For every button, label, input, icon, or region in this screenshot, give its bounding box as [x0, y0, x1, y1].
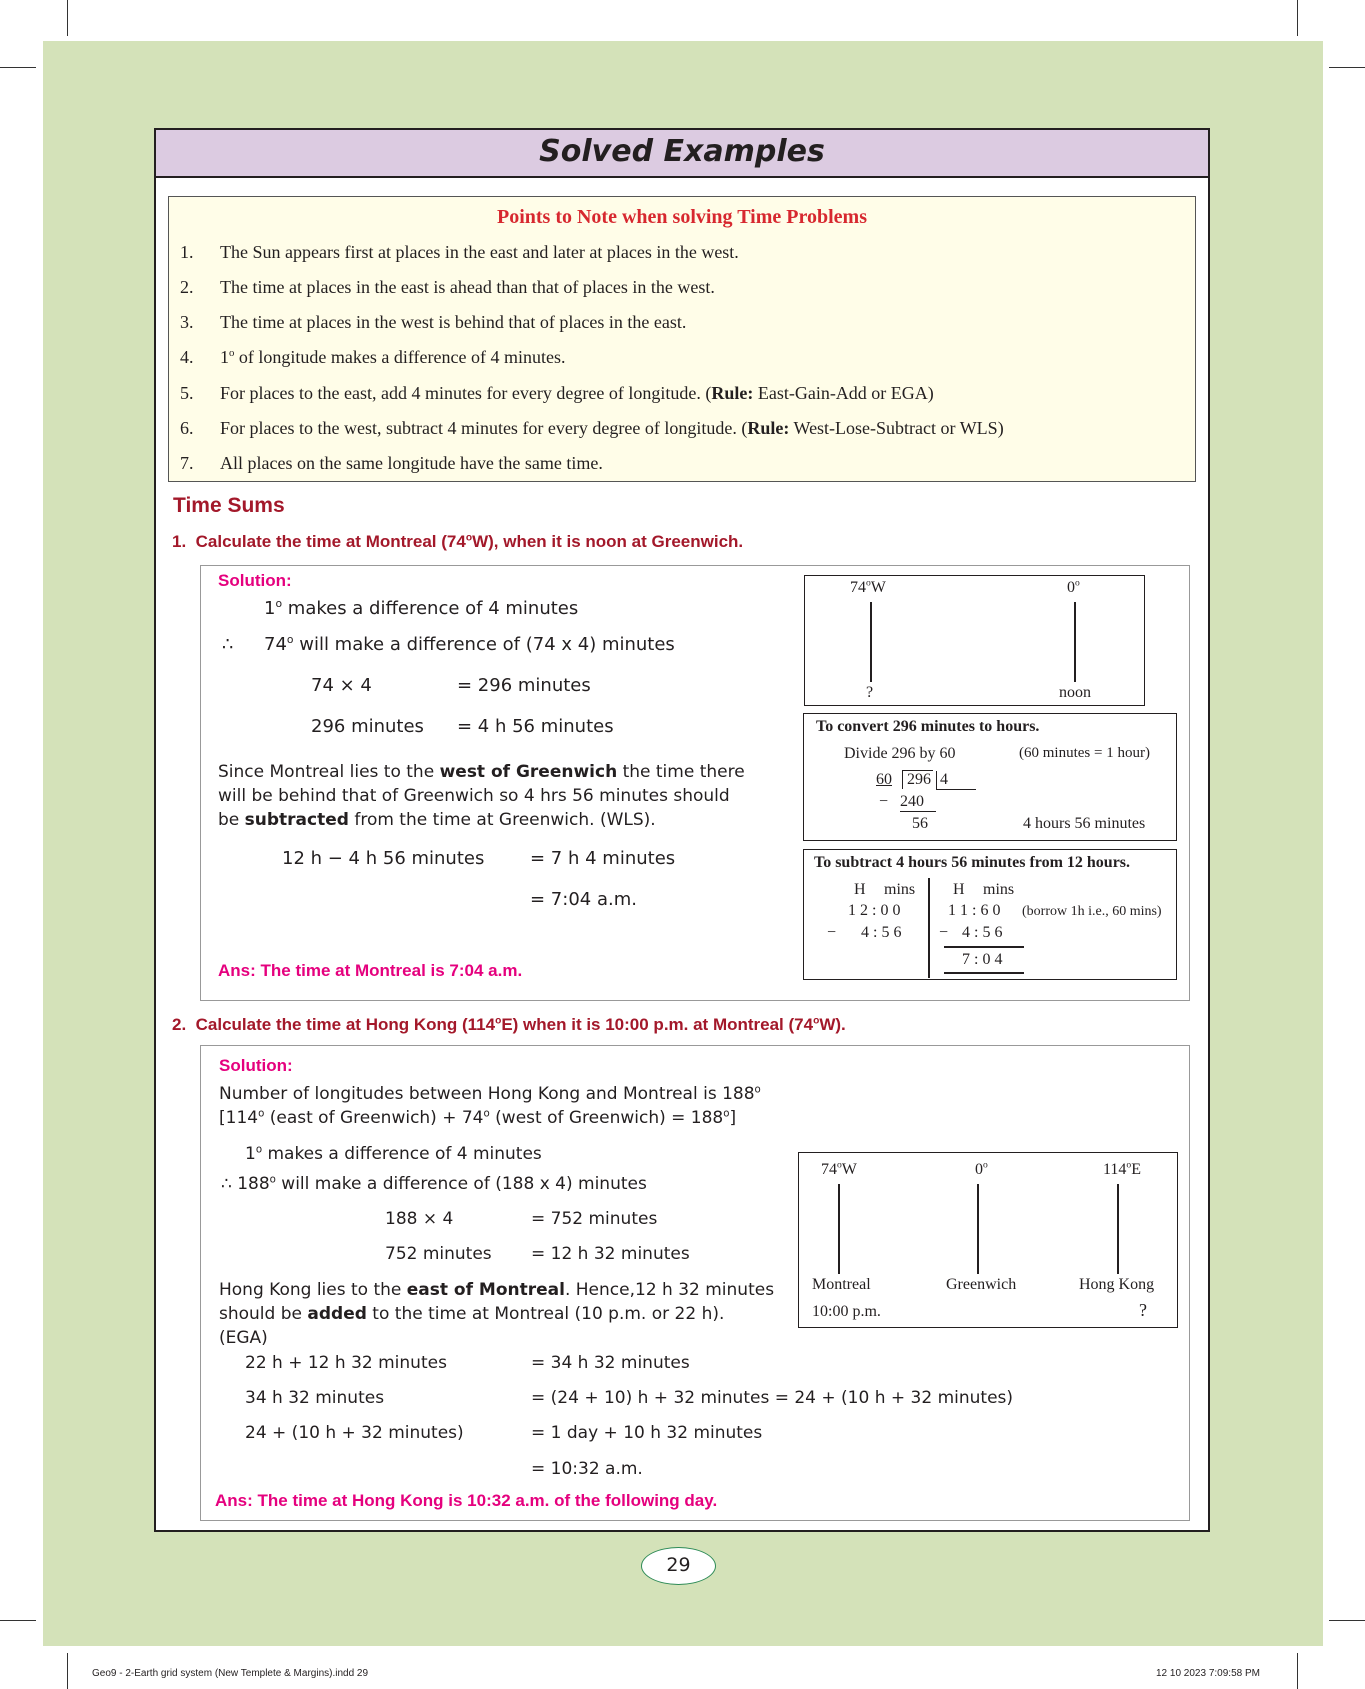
subtract-row: 1 1 : 6 0 — [948, 902, 1001, 919]
rule-line — [944, 972, 1024, 974]
convert-result: 4 hours 56 minutes — [1023, 815, 1146, 832]
convert-title: To convert 296 minutes to hours. — [816, 718, 1040, 735]
subtract-row: 4 : 5 6 — [861, 924, 902, 941]
crop-mark — [1329, 67, 1365, 68]
q1-line-1: 1$^o$ makes a difference of 4 minutes — [264, 597, 579, 619]
divider-line — [928, 878, 930, 978]
note-item: 1. The Sun appears first at places in the east and later at places in the west. — [180, 242, 739, 262]
convert-line: Divide 296 by 60 — [844, 745, 956, 762]
section-heading: Time Sums — [173, 494, 285, 517]
q1-calc-right: = 7 h 4 minutes — [530, 848, 676, 869]
q2-calc-right: = 1 day + 10 h 32 minutes — [531, 1423, 763, 1443]
q2-answer: Ans: The time at Hong Kong is 10:32 a.m. of the following day. — [215, 1491, 718, 1510]
footer-timestamp: 12 10 2023 7:09:58 PM — [1156, 1668, 1260, 1679]
note-item: 6. For places to the west, subtract 4 minutes for every degree of longitude. (Rule: West-Lose-Subtract or WLS) — [180, 418, 1004, 438]
q2-calc-right: = 34 h 32 minutes — [531, 1353, 690, 1373]
subtract-title: To subtract 4 hours 56 minutes from 12 hours. — [814, 854, 1131, 871]
minus-sign: − — [827, 924, 837, 941]
question-1: 1. Calculate the time at Montreal (74$^o$W), when it is noon at Greenwich. — [172, 532, 744, 551]
longitude-label: 114$^o$E — [1103, 1159, 1141, 1178]
q2-calc-right: = (24 + 10) h + 32 minutes = 24 + (10 h + 32 minutes) — [531, 1388, 1014, 1408]
meridian-line — [1117, 1184, 1119, 1274]
longitude-label: 0$^o$ — [1067, 577, 1080, 596]
crop-mark — [1297, 0, 1298, 36]
note-item: 4. 1$^o$ of longitude makes a difference of 4 minutes. — [180, 347, 566, 367]
quotient: 4 — [936, 771, 976, 790]
minus-sign: − — [939, 924, 949, 941]
hours-header: H — [953, 881, 965, 898]
place-label: Montreal — [812, 1276, 871, 1293]
borrow-note: (borrow 1h i.e., 60 mins) — [1022, 904, 1162, 919]
meridian-line — [1074, 602, 1076, 682]
q1-calc-right: = 7:04 a.m. — [530, 889, 637, 910]
crop-mark — [0, 67, 36, 68]
note-item: 3. The time at places in the west is behind that of places in the east. — [180, 312, 687, 332]
divisor: 60 — [876, 771, 892, 788]
q2-line-1: Number of longitudes between Hong Kong and Montreal is 188$^o$ — [219, 1084, 761, 1104]
longitude-label: 0$^o$ — [975, 1159, 988, 1178]
place-label: Greenwich — [946, 1276, 1017, 1293]
subtract-box — [803, 849, 1177, 980]
solution-label: Solution: — [219, 1056, 293, 1075]
solution-label: Solution: — [218, 571, 292, 590]
crop-mark — [0, 1620, 36, 1621]
q1-answer: Ans: The time at Montreal is 7:04 a.m. — [218, 961, 523, 980]
q1-calc-left: 74 × 4 — [311, 675, 372, 696]
rule-line — [944, 946, 1024, 948]
longitude-label: 74$^o$W — [850, 577, 886, 596]
known-time: 10:00 p.m. — [812, 1303, 881, 1320]
dividend: 296 — [902, 770, 933, 789]
q1-calc-left: 12 h − 4 h 56 minutes — [282, 848, 485, 869]
q2-explanation: Hong Kong lies to the east of Montreal. Hence,12 h 32 minutes should be added to the time at Montreal (10 p.m. or 22 h). (EGA) — [219, 1280, 775, 1348]
q2-calc-right: = 752 minutes — [531, 1209, 658, 1229]
q2-line-3: 1$^o$ makes a difference of 4 minutes — [245, 1144, 542, 1164]
therefore-symbol: ∴ — [222, 634, 234, 655]
q2-line-4: ∴ 188$^o$ will make a difference of (188 x 4) minutes — [221, 1174, 647, 1194]
longitude-label: 74$^o$W — [821, 1159, 857, 1178]
convert-note: (60 minutes = 1 hour) — [1019, 745, 1150, 761]
place-label: Hong Kong — [1079, 1276, 1155, 1293]
subtract-row: 4 : 5 6 — [962, 924, 1003, 941]
card-header — [156, 130, 1208, 178]
unknown-time: ? — [1139, 1300, 1147, 1320]
q2-calc-left: 188 × 4 — [385, 1209, 454, 1229]
mins-header: mins — [884, 881, 916, 898]
q2-calc-right: = 12 h 32 minutes — [531, 1244, 690, 1264]
q1-calc-left: 296 minutes — [311, 716, 424, 737]
subtract-row: 1 2 : 0 0 — [848, 902, 901, 919]
q2-line-2: [114$^o$ (east of Greenwich) + $74^o$ (west of Greenwich) = $188^o$] — [219, 1108, 737, 1128]
q1-line-2: 74$^o$ will make a difference of (74 x 4) minutes — [264, 633, 675, 655]
crop-mark — [1329, 1620, 1365, 1621]
longitude-diagram-1 — [804, 575, 1145, 706]
notes-box — [168, 196, 1196, 482]
crop-mark — [67, 1653, 68, 1689]
note-item: 5. For places to the east, add 4 minutes for every degree of longitude. (Rule: East-Gain-Add or EGA) — [180, 383, 934, 403]
page-title: Solved Examples — [539, 134, 825, 169]
note-item: 2. The time at places in the east is ahead than that of places in the west. — [180, 277, 715, 297]
note-item: 7. All places on the same longitude have the same time. — [180, 453, 603, 473]
q2-calc-left: 24 + (10 h + 32 minutes) — [245, 1423, 464, 1443]
meridian-line — [977, 1184, 979, 1274]
minus-sign: − — [879, 793, 889, 810]
notes-title: Points to Note when solving Time Problems — [496, 206, 867, 228]
mins-header: mins — [983, 881, 1015, 898]
known-time: noon — [1059, 684, 1091, 701]
q2-calc-left: 752 minutes — [385, 1244, 492, 1264]
q1-calc-right: = 4 h 56 minutes — [457, 716, 614, 737]
crop-mark — [1297, 1653, 1298, 1689]
subtrahend: 240 — [900, 793, 936, 812]
footer-file-info: Geo9 - 2-Earth grid system (New Templete & Margins).indd 29 — [92, 1668, 369, 1679]
crop-mark — [67, 0, 68, 36]
page-number: 29 — [641, 1547, 716, 1585]
hours-header: H — [854, 881, 866, 898]
q2-calc-left: 22 h + 12 h 32 minutes — [245, 1353, 447, 1373]
q2-calc-left: 34 h 32 minutes — [245, 1388, 385, 1408]
q2-calc-right: = 10:32 a.m. — [531, 1459, 643, 1479]
unknown-time: ? — [866, 684, 874, 701]
remainder: 56 — [912, 815, 928, 832]
q1-explanation: Since Montreal lies to the west of Greenwich the time there will be behind that of Greenwich so 4 hrs 56 minutes should be subtracted from the time at Greenwich. (WLS). — [218, 762, 745, 830]
subtract-result: 7 : 0 4 — [962, 951, 1003, 968]
meridian-line — [838, 1184, 840, 1274]
convert-box — [803, 713, 1177, 841]
q1-calc-right: = 296 minutes — [457, 675, 591, 696]
meridian-line — [870, 602, 872, 682]
question-2: 2. Calculate the time at Hong Kong (114$^o$E) when it is 10:00 p.m. at Montreal (74$^o$W). — [172, 1015, 846, 1034]
longitude-diagram-2 — [798, 1152, 1178, 1328]
